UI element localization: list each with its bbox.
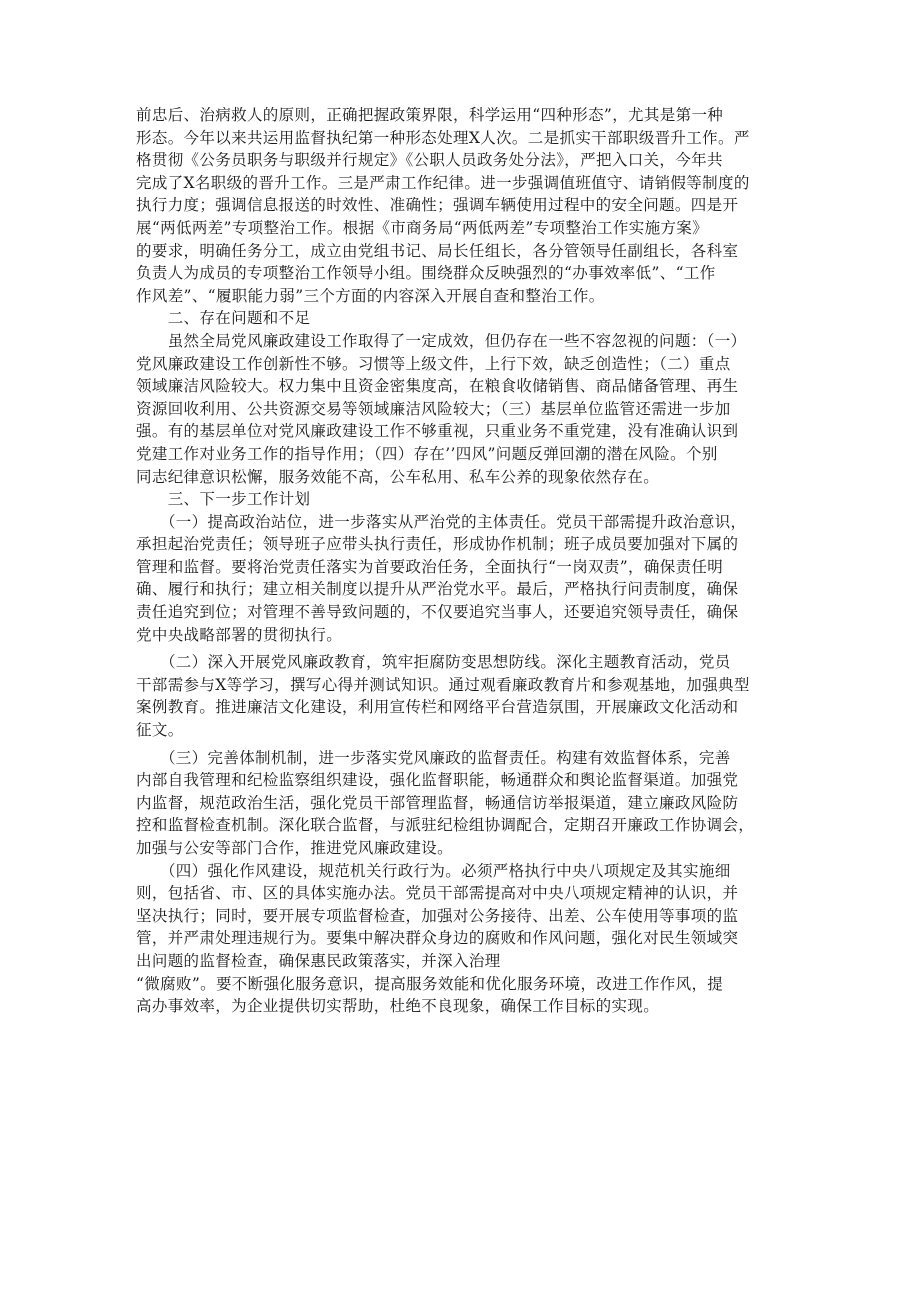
text-line: 形态。今年以来共运用监督执纪第一种形态处理X人次。二是抓实干部职级晋升工作。严 [136,128,750,147]
text-line: 领域廉洁风险较大。权力集中且资金密集度高，在粮食收储销售、商品储备管理、再生 [136,377,739,396]
section-heading-next-plan: 三、下一步工作计划 [136,490,311,509]
text-line: “微腐败”。要不断强化服务意识，提高服务效能和优化服务环境，改进工作作风，提 [136,974,724,993]
text-line: 的要求，明确任务分工，成立由党组书记、局长任组长，各分管领导任副组长，各科室 [136,241,739,260]
text-line: 执行力度；强调信息报送的时效性、准确性；强调车辆使用过程中的安全问题。四是开 [136,196,739,215]
text-line: 管理和监督。要将治党责任落实为首要政治任务，全面执行“一岗双责”，确保责任明 [136,557,724,576]
text-line: 高办事效率，为企业提供切实帮助，杜绝不良现象，确保工作目标的实现。 [136,997,660,1016]
text-line: （三）完善体制机制，进一步落实党风廉政的监督责任。构建有效监督体系，完善 [136,748,731,767]
section-heading-problems: 二、存在问题和不足 [136,309,311,328]
text-line: 作风差”、“履职能力弱”三个方面的内容深入开展自查和整治工作。 [136,286,605,305]
text-line: 同志纪律意识松懈，服务效能不高，公车私用、私车公养的现象依然存在。 [136,467,660,486]
document-body [136,104,786,1018]
text-line: 控和监督检查机制。深化联合监督，与派驻纪检组协调配合，定期召开廉政工作协调会， [136,816,755,835]
text-line: 内部自我管理和纪检监察组织建设，强化监督职能，畅通群众和舆论监督渠道。加强党 [136,771,739,790]
text-line: 征文。 [136,721,184,740]
text-line: 确、履行和执行；建立相关制度以提升从严治党水平。最后，严格执行问责制度，确保 [136,580,739,599]
text-line: 虽然全局党风廉政建设工作取得了一定成效，但仍存在一些不容忽视的问题：（一） [136,331,747,350]
text-line: 前忠后、治病救人的原则，正确把握政策界限，科学运用“四种形态”，尤其是第一种 [136,106,724,124]
text-line: （四）强化作风建设，规范机关行政行为。必须严格执行中央八项规定及其实施细 [136,861,731,880]
text-line: 党建工作对业务工作的指导作用；（四）存在’’四风”问题反弹回潮的潜在风险。个别 [136,444,718,463]
text-line: 承担起治党责任；领导班子应带头执行责任，形成协作机制；班子成员要加强对下属的 [136,535,739,554]
text-line: 内监督，规范政治生活，强化党员干部管理监督，畅通信访举报渠道，建立廉政风险防 [136,793,739,812]
text-line: 负责人为成员的专项整治工作领导小组。围绕群众反映强烈的“办事效率低”、“工作 [136,264,716,283]
text-line: 干部需参与X等学习，撰写心得并测试知识。通过观看廉政教育片和参观基地，加强典型 [136,675,750,694]
text-line: （一）提高政治站位，进一步落实从严治党的主体责任。党员干部需提升政治意识， [136,512,747,531]
text-line: 加强与公安等部门合作，推进党风廉政建设。 [136,839,454,857]
text-line: 案例教育。推进廉洁文化建设，利用宣传栏和网络平台营造氛围，开展廉政文化活动和 [136,698,739,717]
text-line: （二）深入开展党风廉政教育，筑牢拒腐防变思想防线。深化主题教育活动，党员 [136,653,731,672]
text-line: 党风廉政建设工作创新性不够。习惯等上级文件，上行下效，缺乏创造性；（二）重点 [136,354,731,373]
text-line: 强。有的基层单位对党风廉政建设工作不够重视，只重业务不重党建，没有准确认识到 [136,422,739,441]
text-line: 则，包括省、市、区的具体实施办法。党员干部需提高对中央八项规定精神的认识，并 [136,884,739,903]
text-line: 党中央战略部署的贯彻执行。 [136,625,343,644]
text-line: 完成了X名职级的晋升工作。三是严肃工作纪律。进一步强调值班值守、请销假等制度的 [136,173,750,192]
text-line: 格贯彻《公务员职务与职级并行规定》《公职人员政务处分法》，严把入口关，今年共 [136,151,723,170]
text-line: 资源回收利用、公共资源交易等领域廉洁风险较大；（三）基层单位监管还需进一步加 [136,399,731,418]
text-line: 责任追究到位；对管理不善导致问题的，不仅要追究当事人，还要追究领导责任，确保 [136,603,739,622]
text-line: 出问题的监督检查，确保惠民政策落实，并深入治理 [136,951,501,970]
text-line: 坚决执行；同时，要开展专项监督检查，加强对公务接待、出差、公车使用等事项的监 [136,906,739,925]
text-line: 管，并严肃处理违规行为。要集中解决群众身边的腐败和作风问题，强化对民生领域突 [136,929,739,948]
text-line: 展“两低两差”专项整治工作。根据《市商务局“两低两差”专项整治工作实施方案》 [136,218,708,237]
